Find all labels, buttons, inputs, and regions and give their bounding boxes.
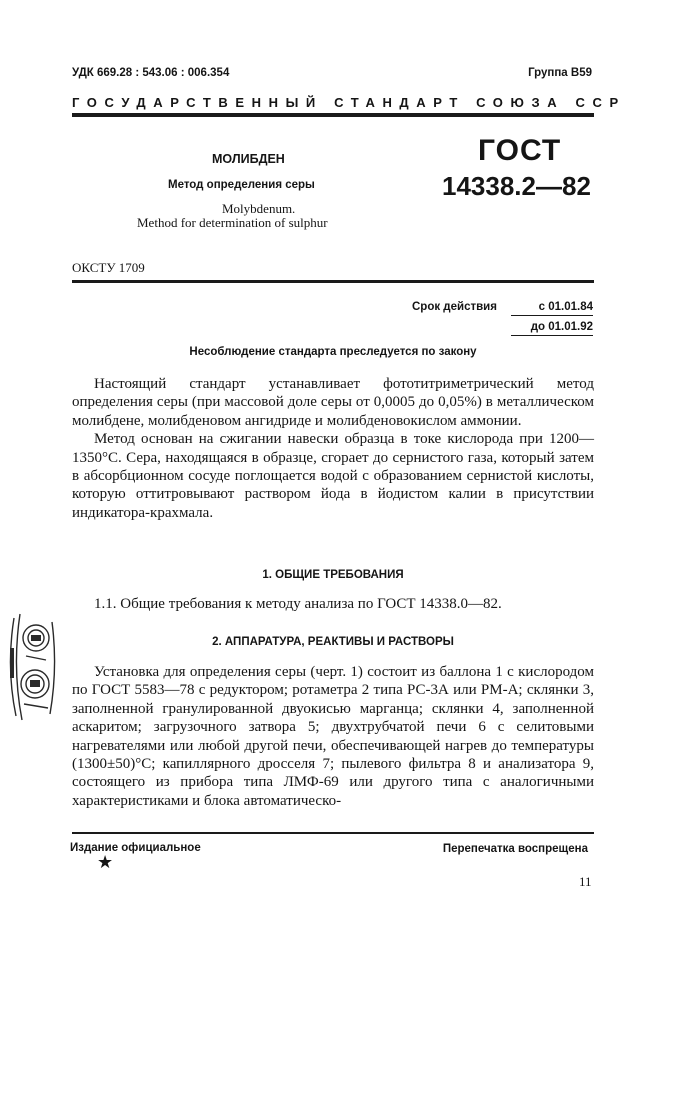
section-1-paragraph: 1.1. Общие требования к методу анализа по ГОСТ 14338.0—82. — [94, 596, 502, 612]
intro-paragraph: Метод основан на сжигании навески образца в токе кислорода при 1200—1350°С. Сера, находящаяся в образце, сгорает до сернистого газа, который затем в абсорбционном сосуде поглощается водой с образованием сернистой кислоты, которую оттитровывают раствором йода в йодистом калии в присутствии индикатора-крахмала. — [72, 431, 594, 521]
section-2-paragraph: Установка для определения серы (черт. 1) состоит из баллона 1 с кислородом по ГОСТ 5583—78 с редуктором; ротаметра 2 типа РС-3А или РМ-А; склянки 3, заполненной гранулированной двуокисью марганца; склянки 4, заполненной аскаритом; загрузочного затвора 5; двухтрубчатой печи 6 с селитовыми нагревателями или любой другой печи, обеспечивающей нагрев до температуры (1300±50)°С; капиллярного дросселя 7; пылевого фильтра 8 и анализатора 9, состоящего из прибора типа ЛМФ-69 или другого типа с аналогичными характеристиками и блока автоматическо- — [72, 664, 594, 809]
official-edition: Издание официальное — [70, 842, 201, 854]
title-ru: МОЛИБДЕН — [212, 152, 285, 166]
page-number: 11 — [579, 874, 592, 889]
reprint-notice: Перепечатка воспрещена — [442, 843, 588, 855]
okstu-code: ОКСТУ 1709 — [72, 260, 145, 275]
library-stamp-icon — [2, 608, 60, 726]
section-2-body — [72, 663, 594, 810]
validity-from: с 01.01.84 — [511, 301, 593, 316]
group-code: Группа В59 — [528, 67, 592, 79]
state-standard-header: ГОСУДАРСТВЕННЫЙ СТАНДАРТ СОЮЗА ССР — [72, 95, 626, 110]
top-rule — [72, 113, 594, 117]
subtitle-ru: Метод определения серы — [168, 179, 315, 191]
legal-notice: Несоблюдение стандарта преследуется по закону — [189, 346, 477, 358]
intro-paragraph: Настоящий стандарт устанавливает фототитриметрический метод определения серы (при массовой доле серы от 0,0005 до 0,05%) в металлическом молибдене, молибденовом ангидриде и молибденовокислом аммонии. — [72, 376, 594, 429]
section-2-title: 2. АППАРАТУРА, РЕАКТИВЫ И РАСТВОРЫ — [212, 636, 454, 648]
section-1-body — [72, 595, 594, 613]
validity-label: Срок действия — [412, 301, 497, 313]
gost-label: ГОСТ — [478, 134, 562, 167]
gost-number: 14338.2—82 — [442, 171, 591, 201]
udk-code: УДК 669.28 : 543.06 : 006.354 — [72, 67, 230, 79]
intro-text — [72, 375, 594, 522]
middle-rule — [72, 280, 594, 283]
title-en: Molybdenum. — [222, 201, 296, 216]
section-1-title: 1. ОБЩИЕ ТРЕБОВАНИЯ — [262, 569, 404, 581]
subtitle-en: Method for determination of sulphur — [137, 215, 328, 230]
star-icon: ★ — [97, 852, 114, 872]
bottom-rule — [72, 832, 594, 834]
validity-to: до 01.01.92 — [511, 321, 593, 336]
